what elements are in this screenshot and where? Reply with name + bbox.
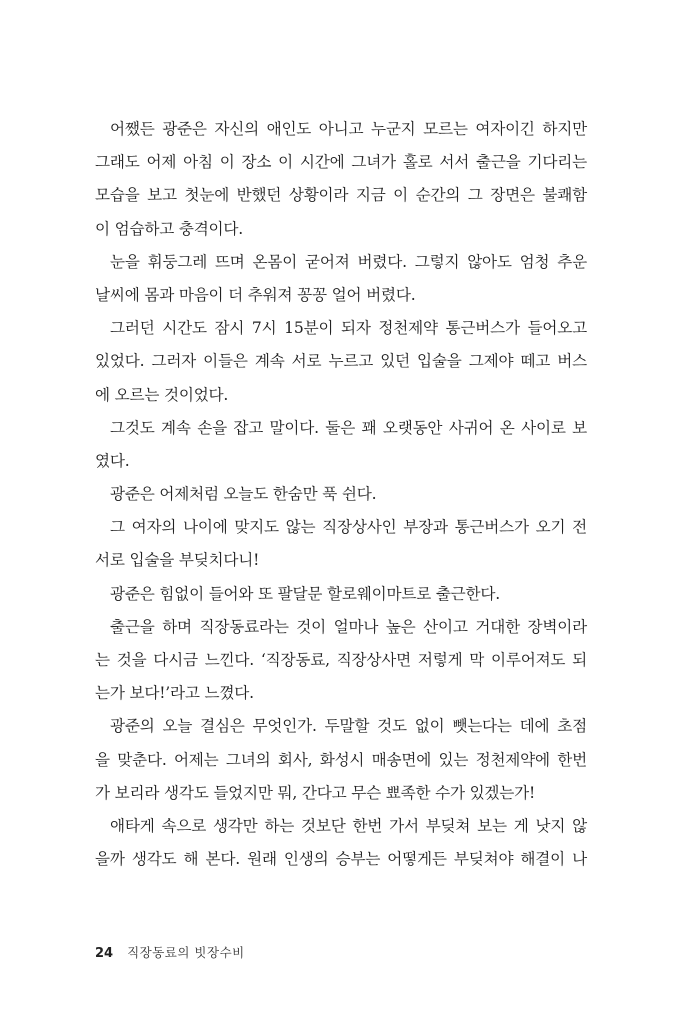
- text-line: 그러던 시간도 잠시 7시 15분이 되자 정천제약 통근버스가 들어오고: [110, 319, 587, 338]
- text-line: 그 여자의 나이에 맞지도 않는 직장상사인 부장과 통근버스가 오기 전: [110, 518, 587, 537]
- text-line: 광준은 힘없이 들어와 또 팔달문 할로웨이마트로 출근한다.: [110, 584, 501, 603]
- text-line: 에 오르는 것이었다.: [95, 385, 229, 404]
- text-line: 그래도 어제 아침 이 장소 이 시간에 그녀가 홀로 서서 출근을 기다리는: [95, 153, 587, 172]
- text-line: 눈을 휘둥그레 뜨며 온몸이 굳어져 버렸다. 그렇지 않아도 엄청 추운: [110, 252, 587, 271]
- text-line: 서로 입술을 부딪치다니!: [95, 551, 260, 570]
- text-line: 을 맞춘다. 어제는 그녀의 회사, 화성시 매송면에 있는 정천제약에 한번: [95, 750, 587, 769]
- text-line: 는 것을 다시금 느낀다. ‘직장동료, 직장상사면 저렇게 막 이루어져도 되: [95, 651, 587, 669]
- text-line: 어쨌든 광준은 자신의 애인도 아니고 누군지 모르는 여자이긴 하지만: [110, 120, 587, 138]
- body-text: [95, 113, 587, 876]
- page-footer: [95, 943, 245, 961]
- text-line: 는가 보다!’라고 느꼈다.: [95, 684, 254, 703]
- text-line: 있었다. 그러자 이들은 계속 서로 누르고 있던 입술을 그제야 떼고 버스: [95, 352, 587, 371]
- text-line: 출근을 하며 직장동료라는 것이 얼마나 높은 산이고 거대한 장벽이라: [110, 617, 587, 636]
- text-line: 애타게 속으로 생각만 하는 것보단 한번 가서 부딪쳐 보는 게 낫지 않: [110, 816, 587, 835]
- text-line: 날씨에 몸과 마음이 더 추워져 꽁꽁 얼어 버렸다.: [95, 285, 416, 304]
- text-line: 을까 생각도 해 본다. 원래 인생의 승부는 어떻게든 부딪쳐야 해결이 나: [95, 850, 587, 869]
- running-title: 직장동료의 빗장수비: [127, 945, 245, 960]
- page-number: 24: [95, 946, 114, 961]
- text-line: 광준의 오늘 결심은 무엇인가. 두말할 것도 없이 뺏는다는 데에 초점: [110, 717, 587, 736]
- text-line: 모습을 보고 첫눈에 반했던 상황이라 지금 이 순간의 그 장면은 불쾌함: [95, 186, 587, 205]
- text-line: 이 엄습하고 충격이다.: [95, 219, 244, 238]
- text-line: 광준은 어제처럼 오늘도 한숨만 푹 쉰다.: [110, 485, 377, 504]
- text-line: 그것도 계속 손을 잡고 말이다. 둘은 꽤 오랫동안 사귀어 온 사이로 보: [110, 418, 587, 437]
- text-line: 가 보리라 생각도 들었지만 뭐, 간다고 무슨 뾰족한 수가 있겠는가!: [95, 783, 536, 802]
- text-line: 였다.: [95, 451, 130, 470]
